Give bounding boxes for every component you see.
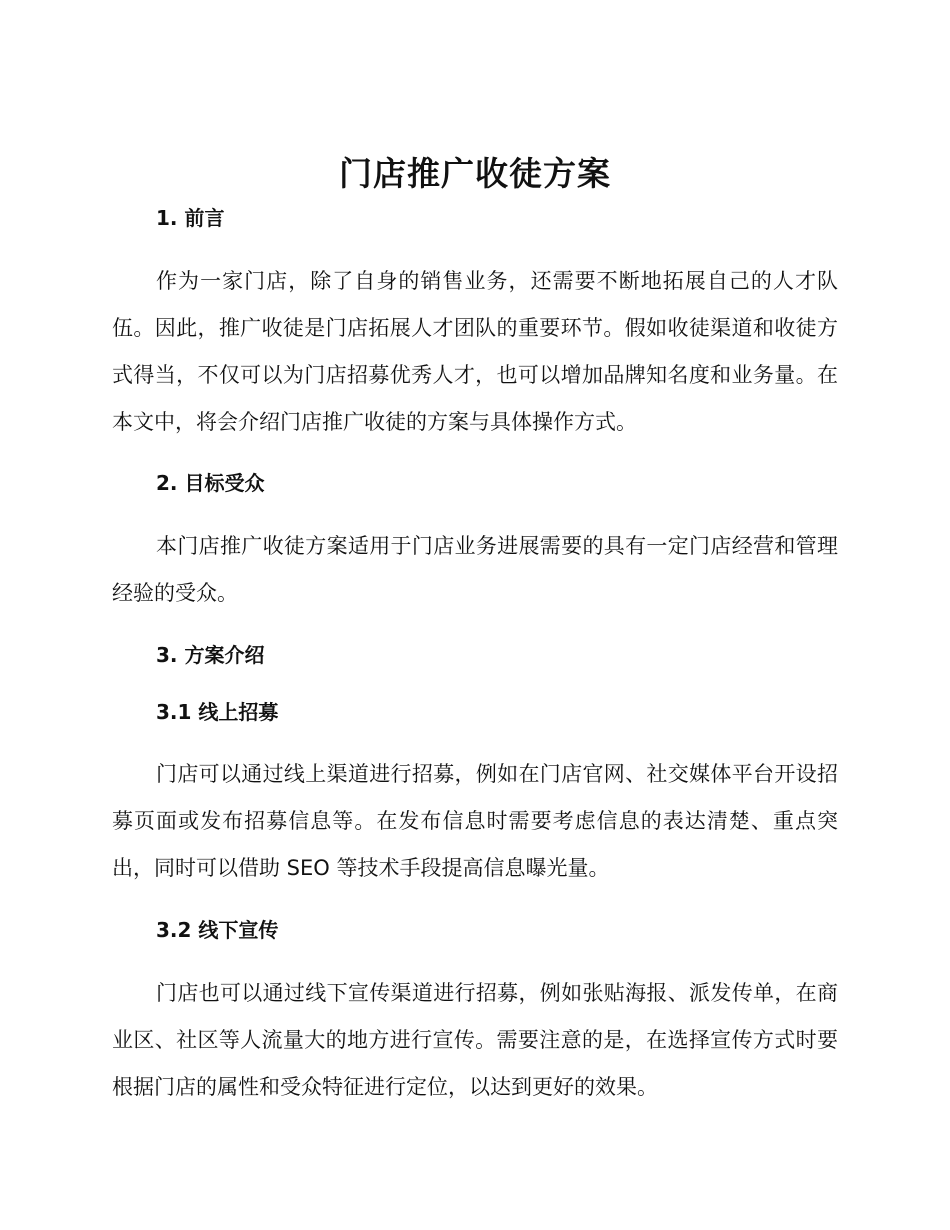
section-paragraph-preface: 作为一家门店，除了自身的销售业务，还需要不断地拓展自己的人才队伍。因此，推广收徒是门店拓展人才团队的重要环节。假如收徒渠道和收徒方式得当，不仅可以为门店招募优秀人才，也可以增加品牌知名度和业务量。在本文中，将会介绍门店推广收徒的方案与具体操作方式。 [112,269,838,434]
section-paragraph-target-audience: 本门店推广收徒方案适用于门店业务进展需要的具有一定门店经营和管理经验的受众。 [112,534,838,605]
section-paragraph-offline-promotion: 门店也可以通过线下宣传渠道进行招募，例如张贴海报、派发传单，在商业区、社区等人流量大的地方进行宣传。需要注意的是，在选择宣传方式时要根据门店的属性和受众特征进行定位，以达到更好的效果。 [112,981,838,1099]
section-heading-preface: 1. 前言 [156,206,225,230]
section-heading-online-recruitment: 3.1 线上招募 [156,700,279,724]
section-heading-plan-introduction: 3. 方案介绍 [156,643,265,667]
section-paragraph-online-recruitment: 门店可以通过线上渠道进行招募，例如在门店官网、社交媒体平台开设招募页面或发布招募信息等。在发布信息时需要考虑信息的表达清楚、重点突出，同时可以借助 SEO 等技术手段提高信息曝光量。 [112,762,838,880]
document-title: 门店推广收徒方案 [339,154,611,193]
section-heading-offline-promotion: 3.2 线下宣传 [156,918,279,942]
section-heading-target-audience: 2. 目标受众 [156,471,265,495]
